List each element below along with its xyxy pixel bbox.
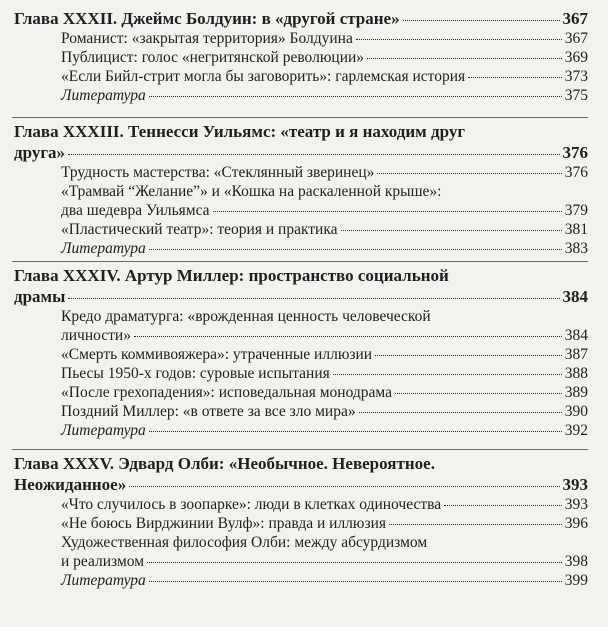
page-number: 376 bbox=[564, 164, 588, 181]
chapter-heading[interactable] bbox=[14, 8, 588, 29]
page-number: 384 bbox=[562, 287, 588, 306]
leader-dots bbox=[377, 173, 561, 174]
leader-dots bbox=[149, 581, 562, 582]
leader-dots bbox=[395, 393, 562, 394]
page-number: 375 bbox=[564, 87, 588, 104]
leader-dots bbox=[389, 524, 562, 525]
entry-title: «Не боюсь Вирджинии Вулф»: правда и иллюзия bbox=[61, 515, 387, 532]
literature-label: Литература bbox=[61, 572, 146, 589]
toc-entry[interactable] bbox=[61, 364, 588, 383]
literature-label: Литература bbox=[61, 240, 146, 257]
entry-title: Пьесы 1950-х годов: суровые испытания bbox=[61, 365, 330, 382]
entry-title: два шедевра Уильямса bbox=[61, 202, 210, 219]
entry-title: «После грехопадения»: исповедальная монодрама bbox=[61, 384, 392, 401]
chapter-title-line: Глава XXXV. Эдвард Олби: «Необычное. Невероятное. bbox=[14, 454, 435, 473]
toc-entry[interactable] bbox=[61, 220, 588, 239]
entry-title: «Пластический театр»: теория и практика bbox=[61, 221, 338, 238]
toc-entry[interactable] bbox=[61, 182, 588, 220]
entry-title: «Что случилось в зоопарке»: люди в клетках одиночества bbox=[61, 496, 442, 513]
page-number: 390 bbox=[564, 403, 588, 420]
page-number: 388 bbox=[564, 365, 588, 382]
leader-dots bbox=[149, 96, 562, 97]
entry-title: и реализмом bbox=[61, 553, 145, 570]
toc-entry[interactable] bbox=[61, 307, 588, 345]
page-number: 383 bbox=[564, 240, 588, 257]
toc-entry[interactable] bbox=[61, 514, 588, 533]
toc-entry[interactable] bbox=[61, 383, 588, 402]
leader-dots bbox=[341, 230, 562, 231]
section-divider bbox=[12, 117, 588, 118]
leader-dots bbox=[149, 249, 562, 250]
chapter-title: друга» bbox=[14, 143, 66, 162]
chapter-34 bbox=[14, 265, 588, 440]
page-number: 376 bbox=[562, 143, 588, 162]
leader-dots bbox=[359, 412, 562, 413]
page-number: 381 bbox=[564, 221, 588, 238]
leader-dots bbox=[403, 20, 560, 21]
literature-entry[interactable] bbox=[61, 421, 588, 440]
leader-dots bbox=[468, 77, 562, 78]
entry-title: «Смерть коммивояжера»: утраченные иллюзии bbox=[61, 346, 373, 363]
literature-entry[interactable] bbox=[61, 86, 588, 105]
leader-dots bbox=[129, 486, 559, 487]
leader-dots bbox=[356, 39, 562, 40]
entry-title: Публицист: голос «негритянской революции» bbox=[61, 49, 365, 66]
leader-dots bbox=[333, 374, 562, 375]
toc-entry[interactable] bbox=[61, 533, 588, 571]
leader-dots bbox=[134, 336, 562, 337]
section-divider bbox=[12, 449, 588, 450]
toc-entry[interactable] bbox=[61, 163, 588, 182]
literature-label: Литература bbox=[61, 422, 146, 439]
page-number: 384 bbox=[564, 327, 588, 344]
page-number: 367 bbox=[564, 30, 588, 47]
toc-entry[interactable] bbox=[61, 48, 588, 67]
section-divider bbox=[12, 261, 588, 262]
chapter-title: Глава XXXII. Джеймс Болдуин: в «другой стране» bbox=[14, 9, 400, 28]
leader-dots bbox=[68, 298, 559, 299]
page-number: 367 bbox=[562, 9, 588, 28]
entry-title: Трудность мастерства: «Стеклянный зверинец» bbox=[61, 164, 375, 181]
chapter-title: драмы bbox=[14, 287, 66, 306]
toc-entry[interactable] bbox=[61, 67, 588, 86]
leader-dots bbox=[375, 355, 562, 356]
chapter-title-line: Глава XXXIII. Теннесси Уильямс: «театр и я находим друг bbox=[14, 122, 466, 141]
page-number: 396 bbox=[564, 515, 588, 532]
entry-title: Романист: «закрытая территория» Болдуина bbox=[61, 30, 353, 47]
literature-entry[interactable] bbox=[61, 239, 588, 258]
toc-entry[interactable] bbox=[61, 495, 588, 514]
page-number: 387 bbox=[564, 346, 588, 363]
toc-entry[interactable] bbox=[61, 402, 588, 421]
page-number: 389 bbox=[564, 384, 588, 401]
leader-dots bbox=[367, 58, 562, 59]
toc-entry[interactable] bbox=[61, 29, 588, 48]
page-number: 373 bbox=[564, 68, 588, 85]
chapter-heading[interactable] bbox=[14, 121, 588, 163]
chapter-heading[interactable] bbox=[14, 265, 588, 307]
page-number: 399 bbox=[564, 572, 588, 589]
leader-dots bbox=[68, 154, 559, 155]
page-number: 393 bbox=[564, 496, 588, 513]
chapter-heading[interactable] bbox=[14, 453, 588, 495]
page-number: 379 bbox=[564, 202, 588, 219]
literature-label: Литература bbox=[61, 87, 146, 104]
chapter-35 bbox=[14, 453, 588, 590]
page-number: 393 bbox=[562, 475, 588, 494]
leader-dots bbox=[444, 505, 562, 506]
leader-dots bbox=[149, 431, 562, 432]
literature-entry[interactable] bbox=[61, 571, 588, 590]
page-number: 398 bbox=[564, 553, 588, 570]
entry-title-line: Кредо драматурга: «врожденная ценность человеческой bbox=[61, 308, 431, 325]
page-number: 392 bbox=[564, 422, 588, 439]
chapter-32 bbox=[14, 8, 588, 105]
entry-title: «Если Бийл-стрит могла бы заговорить»: гарлемская история bbox=[61, 68, 466, 85]
page-number: 369 bbox=[564, 49, 588, 66]
entry-title-line: «Трамвай “Желание”» и «Кошка на раскаленной крыше»: bbox=[61, 183, 442, 200]
leader-dots bbox=[213, 211, 562, 212]
toc-entry[interactable] bbox=[61, 345, 588, 364]
chapter-title: Неожиданное» bbox=[14, 475, 127, 494]
entry-title: личности» bbox=[61, 327, 131, 344]
chapter-33 bbox=[14, 121, 588, 258]
chapter-title-line: Глава XXXIV. Артур Миллер: пространство социальной bbox=[14, 266, 449, 285]
entry-title: Поздний Миллер: «в ответе за все зло мира» bbox=[61, 403, 356, 420]
entry-title-line: Художественная философия Олби: между абсурдизмом bbox=[61, 534, 428, 551]
leader-dots bbox=[147, 562, 562, 563]
